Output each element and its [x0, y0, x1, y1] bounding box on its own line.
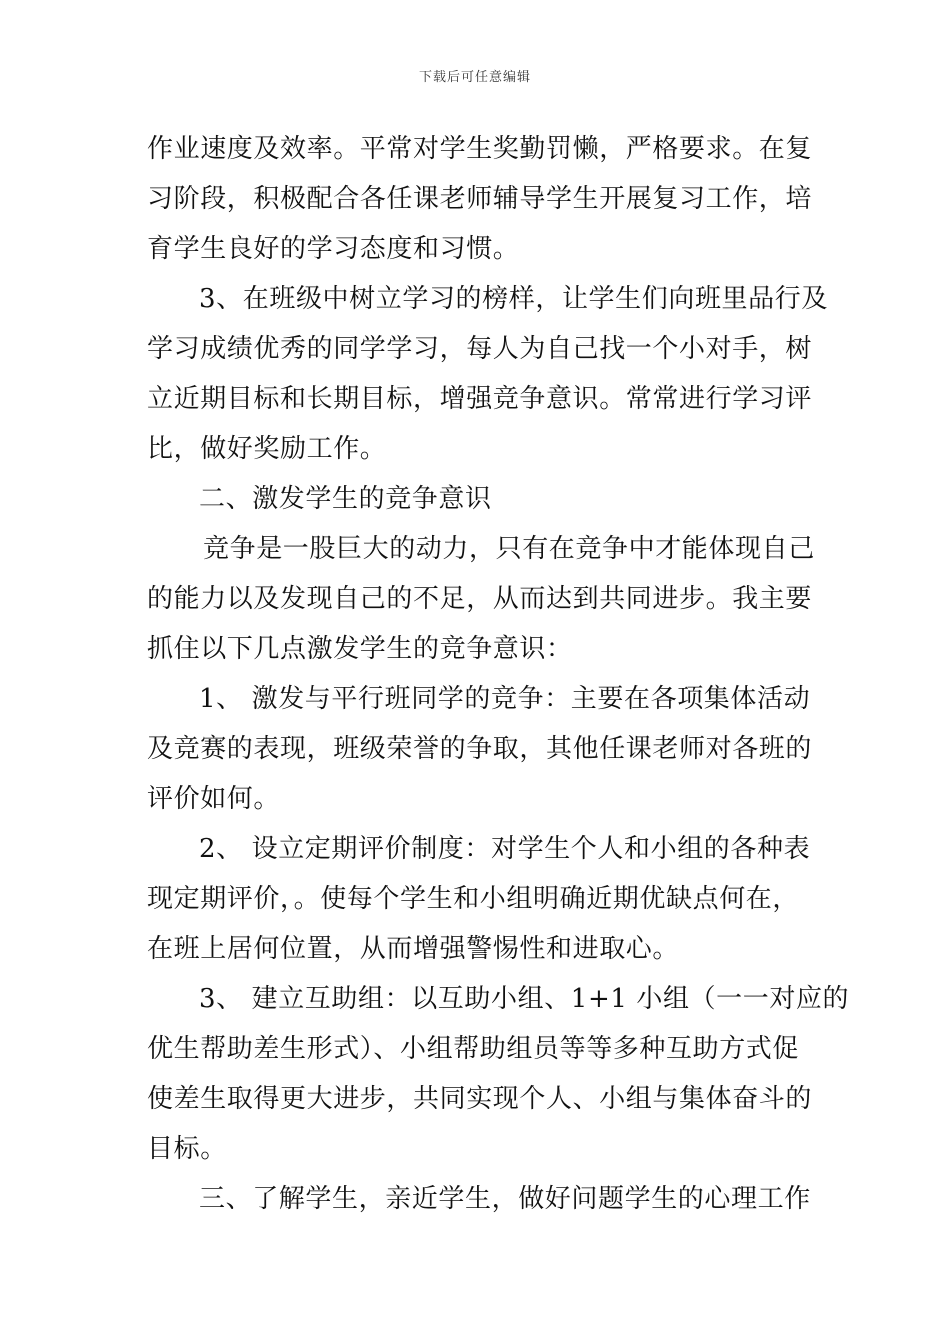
text-line: 现定期评价，。使每个学生和小组明确近期优缺点何在，: [147, 884, 800, 914]
text-line: 立近期目标和长期目标，增强竞争意识。常常进行学习评: [147, 384, 813, 414]
text-line: 习阶段，积极配合各任课老师辅导学生开展复习工作，培: [147, 184, 813, 214]
paragraph-start-line: 竞争是一股巨大的动力，只有在竞争中才能体现自己: [203, 534, 815, 564]
section-heading: 三、了解学生，亲近学生，做好问题学生的心理工作: [199, 1184, 811, 1214]
text-line: 比，做好奖励工作。: [147, 434, 387, 464]
document-body: [147, 124, 850, 1224]
text-line: 抓住以下几点激发学生的竞争意识：: [147, 634, 573, 664]
section-heading: 二、激发学生的竞争意识: [199, 484, 492, 514]
list-item-line: 2、 设立定期评价制度：对学生个人和小组的各种表: [199, 834, 811, 864]
text-line: 学习成绩优秀的同学学习，每人为自己找一个小对手，树: [147, 334, 813, 364]
text-line: 作业速度及效率。平常对学生奖勤罚懒，严格要求。在复: [147, 134, 813, 164]
text-line: 及竞赛的表现，班级荣誉的争取，其他任课老师对各班的: [147, 734, 813, 764]
paragraph-start-line: 3、在班级中树立学习的榜样，让学生们向班里品行及: [199, 284, 828, 314]
page-header: 下载后可任意编辑: [418, 70, 531, 85]
text-line: 评价如何。: [147, 784, 281, 814]
text-line: 优生帮助差生形式）、小组帮助组员等等多种互助方式促: [147, 1034, 800, 1064]
list-item-line: 3、 建立互助组：以互助小组、1+1 小组（一一对应的: [199, 984, 850, 1014]
text-line: 使差生取得更大进步，共同实现个人、小组与集体奋斗的: [147, 1084, 813, 1114]
text-line: 目标。: [147, 1134, 227, 1164]
list-item-line: 1、 激发与平行班同学的竞争：主要在各项集体活动: [199, 684, 811, 714]
text-line: 育学生良好的学习态度和习惯。: [147, 234, 520, 264]
text-line: 的能力以及发现自己的不足，从而达到共同进步。我主要: [147, 584, 813, 614]
text-line: 在班上居何位置，从而增强警惕性和进取心。: [147, 934, 680, 964]
